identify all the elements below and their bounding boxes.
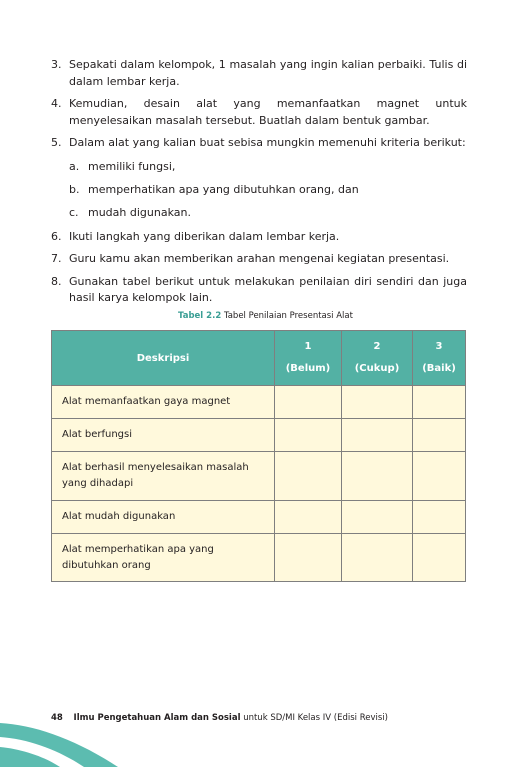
criteria-letter: a.	[69, 159, 80, 173]
step-6	[51, 229, 467, 246]
table-row	[52, 386, 466, 419]
step-text: Gunakan tabel berikut untuk melakukan penilaian diri sendiri dan juga hasil karya kelompok lain.	[69, 274, 467, 304]
score-number: 3	[435, 341, 443, 352]
instruction-list	[51, 57, 467, 313]
score-cell-cukup[interactable]	[342, 452, 413, 501]
step-number: 6.	[51, 229, 62, 243]
criteria-item	[69, 202, 467, 225]
score-cell-belum[interactable]	[275, 386, 342, 419]
score-cell-cukup[interactable]	[342, 419, 413, 452]
score-number: 2	[373, 341, 381, 352]
row-description: Alat mudah digunakan	[52, 501, 275, 534]
score-label: (Belum)	[285, 363, 331, 374]
score-cell-cukup[interactable]	[342, 501, 413, 534]
header-score-1	[275, 331, 342, 386]
score-cell-baik[interactable]	[413, 419, 466, 452]
row-description: Alat memperhatikan apa yang dibutuhkan orang	[52, 534, 275, 582]
header-score-3	[413, 331, 466, 386]
score-cell-cukup[interactable]	[342, 386, 413, 419]
header-score-2	[342, 331, 413, 386]
score-label: (Baik)	[422, 363, 456, 374]
score-cell-belum[interactable]	[275, 419, 342, 452]
step-text: Guru kamu akan memberikan arahan mengenai kegiatan presentasi.	[69, 252, 450, 265]
score-cell-cukup[interactable]	[342, 534, 413, 582]
score-label: (Cukup)	[354, 363, 400, 374]
step-4	[51, 96, 467, 129]
score-cell-baik[interactable]	[413, 386, 466, 419]
score-cell-baik[interactable]	[413, 452, 466, 501]
book-title: Ilmu Pengetahuan Alam dan Sosial	[73, 713, 241, 723]
step-text: Dalam alat yang kalian buat sebisa mungkin memenuhi kriteria berikut:	[69, 136, 466, 149]
book-subtitle: untuk SD/MI Kelas IV (Edisi Revisi)	[243, 713, 388, 723]
score-number: 1	[304, 341, 312, 352]
header-description: Deskripsi	[52, 331, 275, 386]
step-8	[51, 274, 467, 307]
row-description: Alat berfungsi	[52, 419, 275, 452]
table-row	[52, 452, 466, 501]
step-text: Ikuti langkah yang diberikan dalam lembar kerja.	[69, 229, 340, 243]
criteria-item	[69, 156, 467, 179]
step-text: Sepakati dalam kelompok, 1 masalah yang ingin kalian perbaiki. Tulis di dalam lembar kerja.	[69, 58, 467, 88]
criteria-list	[69, 156, 467, 225]
page-number: 48	[51, 713, 63, 723]
step-number: 7.	[51, 252, 62, 265]
score-cell-belum[interactable]	[275, 501, 342, 534]
step-number: 8.	[51, 274, 62, 288]
score-cell-baik[interactable]	[413, 534, 466, 582]
table-caption-label: Tabel 2.2	[178, 311, 222, 321]
step-3	[51, 57, 467, 90]
score-cell-belum[interactable]	[275, 452, 342, 501]
criteria-letter: b.	[69, 182, 80, 196]
table-caption	[0, 311, 531, 321]
criteria-text: mudah digunakan.	[88, 205, 191, 219]
assessment-table	[51, 330, 466, 582]
step-number: 5.	[51, 136, 62, 149]
criteria-text: memperhatikan apa yang dibutuhkan orang, dan	[88, 182, 359, 196]
criteria-letter: c.	[69, 205, 79, 219]
score-cell-baik[interactable]	[413, 501, 466, 534]
row-description: Alat berhasil menyelesaikan masalah yang dihadapi	[52, 452, 275, 501]
table-row	[52, 501, 466, 534]
step-7	[51, 251, 467, 268]
criteria-text: memiliki fungsi,	[88, 159, 176, 173]
step-number: 4.	[51, 97, 62, 110]
table-row	[52, 419, 466, 452]
table-row	[52, 534, 466, 582]
row-description: Alat memanfaatkan gaya magnet	[52, 386, 275, 419]
table-caption-title: Tabel Penilaian Presentasi Alat	[223, 311, 353, 321]
step-5	[51, 135, 467, 152]
step-number: 3.	[51, 58, 62, 71]
score-cell-belum[interactable]	[275, 534, 342, 582]
criteria-item	[69, 179, 467, 202]
table-header-row	[52, 331, 466, 386]
corner-wave-decoration	[0, 717, 140, 767]
step-text: Kemudian, desain alat yang memanfaatkan magnet untuk menyelesaikan masalah tersebut. Buatlah dalam bentuk gambar.	[69, 97, 467, 127]
